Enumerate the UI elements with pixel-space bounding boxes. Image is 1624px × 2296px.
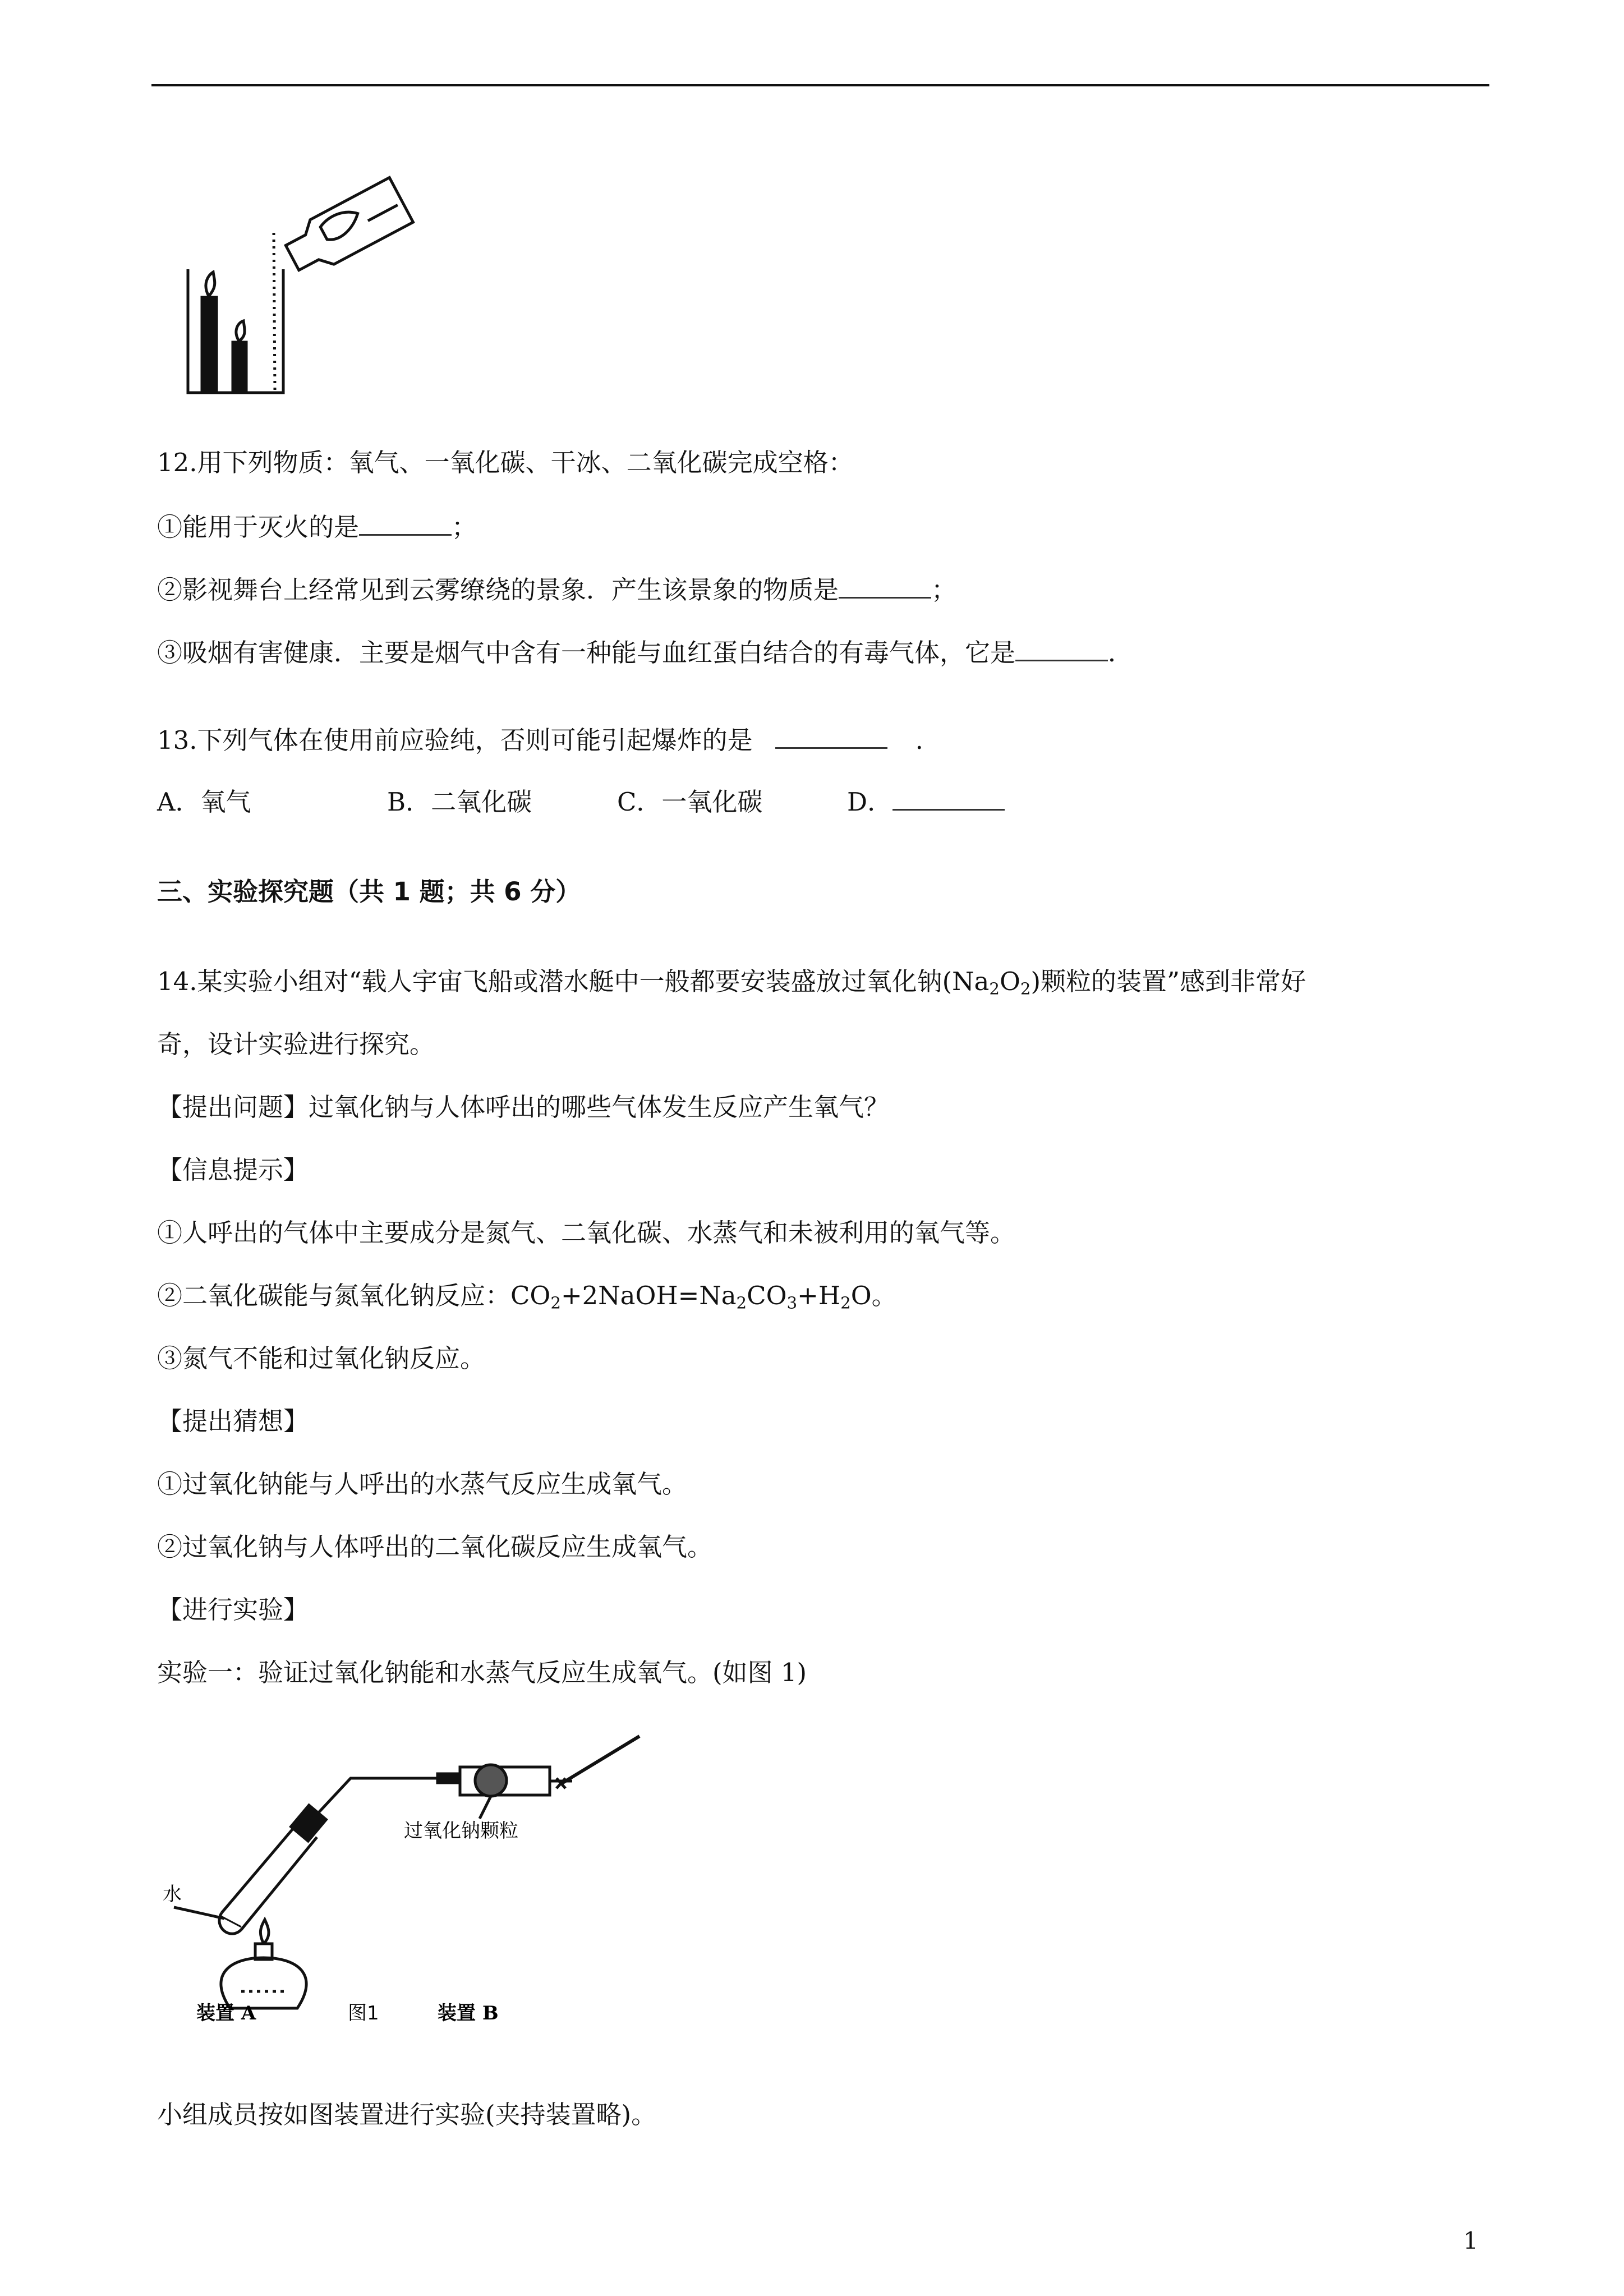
q14-text: O。 [850, 1281, 897, 1310]
q14-text: 【进行实验】 [157, 1595, 309, 1625]
q14-hyp-1 [157, 1467, 687, 1501]
q14-text: +2NaOH=Na [560, 1281, 737, 1310]
candle-beaker-figure [180, 174, 421, 398]
q12-item-2-after: ； [931, 575, 957, 605]
answer-blank[interactable] [892, 809, 1005, 811]
q14-line-2 [157, 1028, 435, 1061]
q14-text: ①过氧化钠能与人呼出的水蒸气反应生成氧气。 [157, 1469, 688, 1499]
q14-text: 小组成员按如图装置进行实验(夹持装置略)。 [157, 2100, 657, 2129]
q13-stem-text: 13.下列气体在使用前应验纯，否则可能引起爆炸的是 [157, 725, 753, 755]
q14-question [157, 1091, 889, 1124]
q12-item-1-text: ①能用于灭火的是 [157, 512, 360, 542]
label-device-b: 装置 B [438, 2002, 499, 2024]
subscript: 2 [550, 1293, 561, 1313]
option-d-label: D． [847, 787, 893, 817]
option-a[interactable]: A．氧气 [157, 787, 251, 817]
q12-stem [157, 446, 854, 480]
q14-text: ①人呼出的气体中主要成分是氮气、二氧化碳、水蒸气和未被利用的氧气等。 [157, 1218, 1016, 1248]
q12-item-3-text: ③吸烟有害健康．主要是烟气中含有一种能与血红蛋白结合的有毒气体，它是 [157, 638, 1016, 668]
q14-text: )颗粒的装置”感到非常好 [1030, 967, 1306, 996]
q14-text: 【提出猜想】 [157, 1406, 309, 1436]
q12-item-3 [157, 636, 1133, 670]
label-water: 水 [163, 1883, 182, 1906]
subscript: 2 [736, 1293, 747, 1313]
label-device-a: 装置 A [196, 2002, 256, 2024]
subscript: 2 [989, 979, 1000, 999]
q14-text: ③氮气不能和过氧化钠反应。 [157, 1343, 486, 1373]
q14-text: O [999, 967, 1020, 996]
q14-info-heading [157, 1153, 309, 1187]
subscript: 2 [840, 1293, 851, 1313]
q12-item-1-after: ； [452, 512, 477, 542]
q12-item-3-after: ． [1108, 638, 1134, 668]
section-heading [157, 875, 581, 909]
answer-blank[interactable] [775, 747, 887, 749]
option-c[interactable]: C．一氧化碳 [617, 787, 763, 817]
q14-text: 奇，设计实验进行探究。 [157, 1029, 435, 1059]
q14-exp-heading [157, 1593, 309, 1627]
q12-stem-text: 12.用下列物质：氧气、一氧化碳、干冰、二氧化碳完成空格： [157, 448, 854, 477]
q12-item-1 [157, 510, 477, 544]
q14-info-3 [157, 1342, 485, 1375]
q14-hyp-2 [157, 1530, 712, 1564]
q14-exp-1 [157, 1656, 807, 1690]
label-figure: 图1 [348, 2002, 379, 2024]
q14-after-figure [157, 2098, 656, 2132]
q14-text: 14.某实验小组对“载人宇宙飞船或潜水艇中一般都要安装盛放过氧化钠(Na [157, 967, 990, 996]
section-heading-text: 三、实验探究题（共 1 题；共 6 分） [157, 877, 581, 907]
q14-text: 【提出问题】过氧化钠与人体呼出的哪些气体发生反应产生氧气？ [157, 1092, 890, 1122]
q14-text: 【信息提示】 [157, 1155, 309, 1185]
q14-text: ②二氧化碳能与氮氧化钠反应：CO [157, 1281, 551, 1310]
label-granules: 过氧化钠颗粒 [404, 1820, 518, 1842]
q14-text: ②过氧化钠与人体呼出的二氧化碳反应生成氧气。 [157, 1532, 713, 1562]
option-b[interactable]: B．二氧化碳 [387, 787, 532, 817]
apparatus-figure [157, 1722, 662, 2025]
answer-blank[interactable] [839, 597, 931, 599]
q14-info-2 [157, 1279, 897, 1319]
subscript: 3 [786, 1293, 798, 1313]
q14-info-1 [157, 1216, 1015, 1250]
answer-blank[interactable] [359, 534, 452, 536]
header-rule [151, 84, 1489, 86]
option-d[interactable] [847, 785, 1005, 819]
answer-blank[interactable] [1015, 660, 1108, 661]
q12-item-2 [157, 573, 956, 607]
q14-text: CO [747, 1281, 787, 1310]
q14-hyp-heading [157, 1405, 309, 1438]
q13-options [157, 785, 1005, 819]
q12-item-2-text: ②影视舞台上经常见到云雾缭绕的景象．产生该景象的物质是 [157, 575, 839, 605]
page-number: 1 [1463, 2227, 1478, 2254]
subscript: 2 [1020, 979, 1031, 999]
q14-text: 实验一：验证过氧化钠能和水蒸气反应生成氧气。(如图 1) [157, 1658, 807, 1687]
q14-line-1 [157, 965, 1306, 1005]
q13-after: . [915, 725, 923, 755]
q14-text: +H [797, 1281, 841, 1310]
q13-stem [157, 724, 923, 757]
